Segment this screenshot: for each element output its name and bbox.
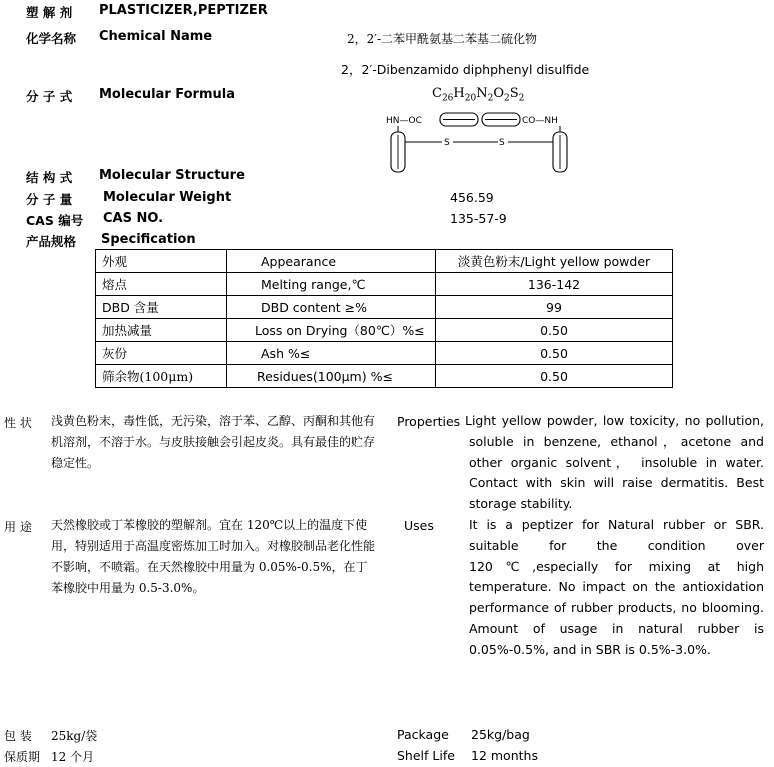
molecular-formula: $C_{26}H_{20}N_2O_2S_2$ [432,86,525,104]
spec-en-cell: Melting range,℃ [227,273,436,296]
cas-cn-label: CAS 编号 [26,213,84,228]
molecular-weight-value: 456.59 [450,190,494,205]
chemical-name-cn-label: 化学名称 [26,31,77,46]
spec-en-cell: Appearance [227,250,436,273]
properties-cn-text: 浅黄色粉末，毒性低，无污染，溶于苯、乙醇、丙酮和其他有机溶剂，不溶于水。与皮肤接触会引起皮炎。具有最佳的贮存稳定性。 [51,414,376,470]
sulfur-atom-1: S [444,138,450,148]
molecular-weight-cn-label: 分 子 量 [26,192,73,207]
spec-en-cell: Residues(100μm) %≤ [227,365,436,388]
table-row [96,319,673,342]
left-amide-group-label: HN—OC [386,116,422,126]
spec-en-cell: Ash %≤ [227,342,436,365]
spec-cn-cell: DBD 含量 [96,296,227,319]
shelf-life-en-label: Shelf Life [397,748,455,763]
specification-table [95,249,673,388]
table-row [96,296,673,319]
package-en-label: Package [397,727,449,742]
molecular-structure-en-label: Molecular Structure [99,168,245,183]
sulfur-atom-2: S [499,138,505,148]
package-en-value: 25kg/bag [471,727,530,742]
properties-cn-label: 性 状 [4,416,32,430]
chemical-name-en-value: 2，2′-Dibenzamido diphphenyl disulfide [341,62,590,77]
molecular-formula-cn-label: 分 子 式 [26,89,73,104]
spec-value-cell: 136-142 [436,273,673,296]
chemical-name-en-label: Chemical Name [99,29,213,44]
specification-cn-label: 产品规格 [26,234,77,249]
uses-cn-label: 用 途 [4,520,32,534]
table-row [96,342,673,365]
spec-value-cell: 0.50 [436,319,673,342]
table-row [96,273,673,296]
spec-cn-cell: 筛余物(100μm) [96,365,227,388]
shelf-life-cn-label: 保质期 [4,750,41,764]
spec-value-cell: 0.50 [436,342,673,365]
spec-value-cell: 0.50 [436,365,673,388]
spec-value-cell: 淡黄色粉末/Light yellow powder [436,250,673,273]
spec-en-cell: Loss on Drying（80℃）%≤ [227,319,436,342]
uses-cn-text: 天然橡胶或丁苯橡胶的塑解剂。宜在 120℃以上的温度下使用，特别适用于高温度密炼加工时加入。对橡胶制品老化性能不影响，不喷霜。在天然橡胶中用量为 0.05%-0.5%，在丁苯橡胶中用量为 0.5-3.0%。 [51,518,376,595]
product-type-en-label: PLASTICIZER,PEPTIZER [99,3,268,18]
shelf-life-cn-value: 12 个月 [51,750,95,764]
package-cn-value: 25kg/袋 [51,729,98,743]
package-cn-label: 包 装 [4,729,32,743]
molecular-structure-cn-label: 结 构 式 [26,170,73,185]
table-row [96,365,673,388]
cas-value: 135-57-9 [450,211,507,226]
uses-en-text: It is a peptizer for Natural rubber or SBR. suitable for the condition over 120℃,especially for mixing at high temperature. No impact on the antioxidation performance of rubber products, no blooming. Amount of usage in natural rubber is 0.05%-0.5%, and in SBR is 0.5%-3.0%. [469,517,764,657]
spec-en-cell: DBD content ≥% [227,296,436,319]
cas-en-label: CAS NO. [103,211,164,226]
molecular-weight-en-label: Molecular Weight [103,190,232,205]
spec-cn-cell: 外观 [96,250,227,273]
molecular-formula-en-label: Molecular Formula [99,87,235,102]
spec-value-cell: 99 [436,296,673,319]
product-type-cn-label: 塑 解 剂 [26,5,73,20]
table-row [96,250,673,273]
spec-cn-cell: 加热减量 [96,319,227,342]
shelf-life-en-value: 12 months [471,748,538,763]
properties-en-label: Properties [397,414,461,429]
spec-cn-cell: 灰份 [96,342,227,365]
uses-en-label: Uses [404,518,434,533]
chemical-name-cn-value: 2，2′-二苯甲酰氨基二苯基二硫化物 [347,32,538,46]
properties-en-text: Light yellow powder, low toxicity, no pollution, soluble in benzene, ethanol，acetone and other organic solvent， insoluble in water. Contact with skin will raise dermatitis. Best storage stability. [465,413,764,512]
molecular-structure-diagram [380,104,580,176]
spec-cn-cell: 熔点 [96,273,227,296]
specification-en-label: Specification [101,232,196,247]
right-amide-group-label: CO—NH [522,116,558,126]
